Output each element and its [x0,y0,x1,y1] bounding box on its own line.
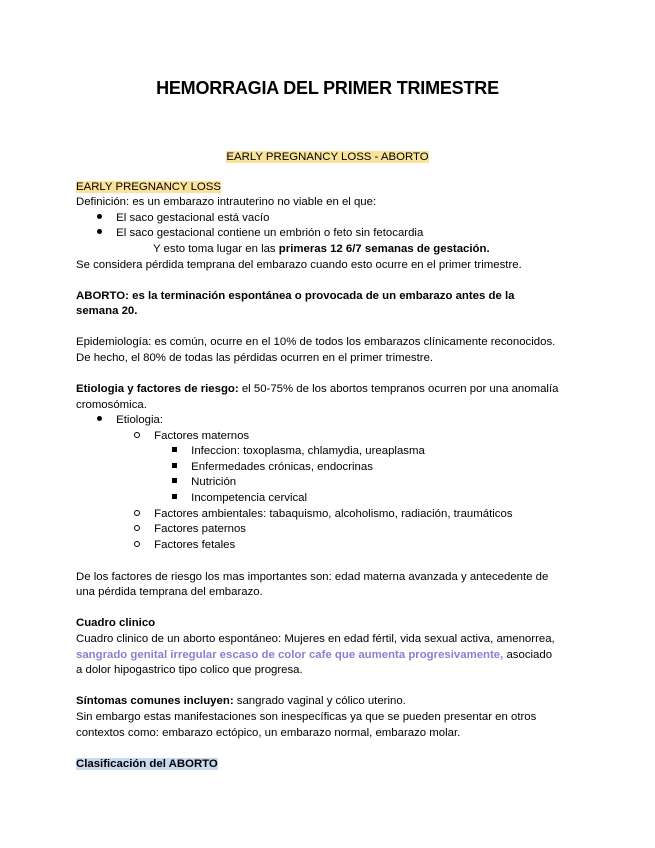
list-item: Incompetencia cervical [172,491,307,506]
epidemiologia-text-cont: De hecho, el 80% de todas las pérdidas ocurren en el primer trimestre. [76,352,434,364]
bullet-dot-icon [97,214,102,219]
list-item: Factores fetales [134,538,235,553]
list-item: Etiologia: [97,413,163,428]
highlighted-symptom: sangrado genital irregular escaso de color cafe que aumenta progresivamente, [76,649,504,661]
list-item: Factores maternos [134,429,249,444]
cuadro-text: Cuadro clinico de un aborto espontáneo: Mujeres en edad fértil, vida sexual activa, amenorrea, [76,633,555,645]
bullet-square-icon [172,463,177,468]
etiologia-paragraph-cont: cromosómica. [76,399,147,411]
etiologia-heading: Etiologia y factores de riesgo: [76,383,239,395]
list-item: El saco gestacional contiene un embrión o feto sin fetocardia [97,226,423,241]
list-item: Factores ambientales: tabaquismo, alcoholismo, radiación, traumáticos [134,507,513,522]
bullet-dot-icon [97,416,102,421]
sintomas-paragraph: Síntomas comunes incluyen: sangrado vaginal y cólico uterino. [76,695,406,707]
bullet-circle-icon [134,432,140,438]
subtitle: EARLY PREGNANCY LOSS - ABORTO [226,151,429,163]
etiologia-paragraph: Etiologia y factores de riesgo: el 50-75% de los abortos tempranos ocurren por una anomalía [76,383,559,395]
bullet-square-icon [172,478,177,483]
list-item: Infeccion: toxoplasma, chlamydia, ureaplasma [172,444,425,459]
definition-text: Definición: es un embarazo intrauterino no viable en el que: [76,196,377,208]
section-heading: EARLY PREGNANCY LOSS [76,181,221,193]
cuadro-text-end: a dolor hipogastrico tipo colico que progresa. [76,664,303,676]
list-item: Enfermedades crónicas, endocrinas [172,460,373,475]
aborto-definition-cont: semana 20. [76,305,138,317]
sintomas-heading: Síntomas comunes incluyen: [76,695,234,707]
epidemiologia-text: Epidemiología: es común, ocurre en el 10% de todos los embarazos clínicamente reconocidos. [76,336,556,348]
aborto-definition: ABORTO: es la terminación espontánea o provocada de un embarazo antes de la [76,290,515,302]
clasificacion-heading: Clasificación del ABORTO [76,758,218,770]
note-text: Se considera pérdida temprana del embarazo cuando esto ocurre en el primer trimestre. [76,259,522,271]
cuadro-heading: Cuadro clinico [76,617,156,629]
cuadro-text-cont: sangrado genital irregular escaso de color cafe que aumenta progresivamente, asociado [76,649,553,661]
section-heading-line [76,180,221,195]
bullet-square-icon [172,494,177,499]
bullet-square-icon [172,447,177,452]
clasificacion-heading-line [76,757,218,772]
subtitle-line [0,150,655,165]
list-item: Nutrición [172,475,236,490]
bullet-circle-icon [134,525,140,531]
riesgo-text: De los factores de riesgo los mas importantes son: edad materna avanzada y antecedente de [76,571,549,583]
page-title: HEMORRAGIA DEL PRIMER TRIMESTRE [156,78,499,98]
list-item: El saco gestacional está vacío [97,211,269,226]
sintomas-text-cont: contextos como: embarazo ectópico, un embarazo normal, embarazo molar. [76,727,461,739]
riesgo-text-cont: una pérdida temprana del embarazo. [76,586,263,598]
sintomas-text: Sin embargo estas manifestaciones son inespecíficas ya que se pueden presentar en otros [76,711,537,723]
timing-text: Y esto toma lugar en las primeras 12 6/7 semanas de gestación. [153,243,490,255]
bullet-circle-icon [134,510,140,516]
list-item: Factores paternos [134,522,246,537]
bullet-dot-icon [97,229,102,234]
bullet-circle-icon [134,541,140,547]
